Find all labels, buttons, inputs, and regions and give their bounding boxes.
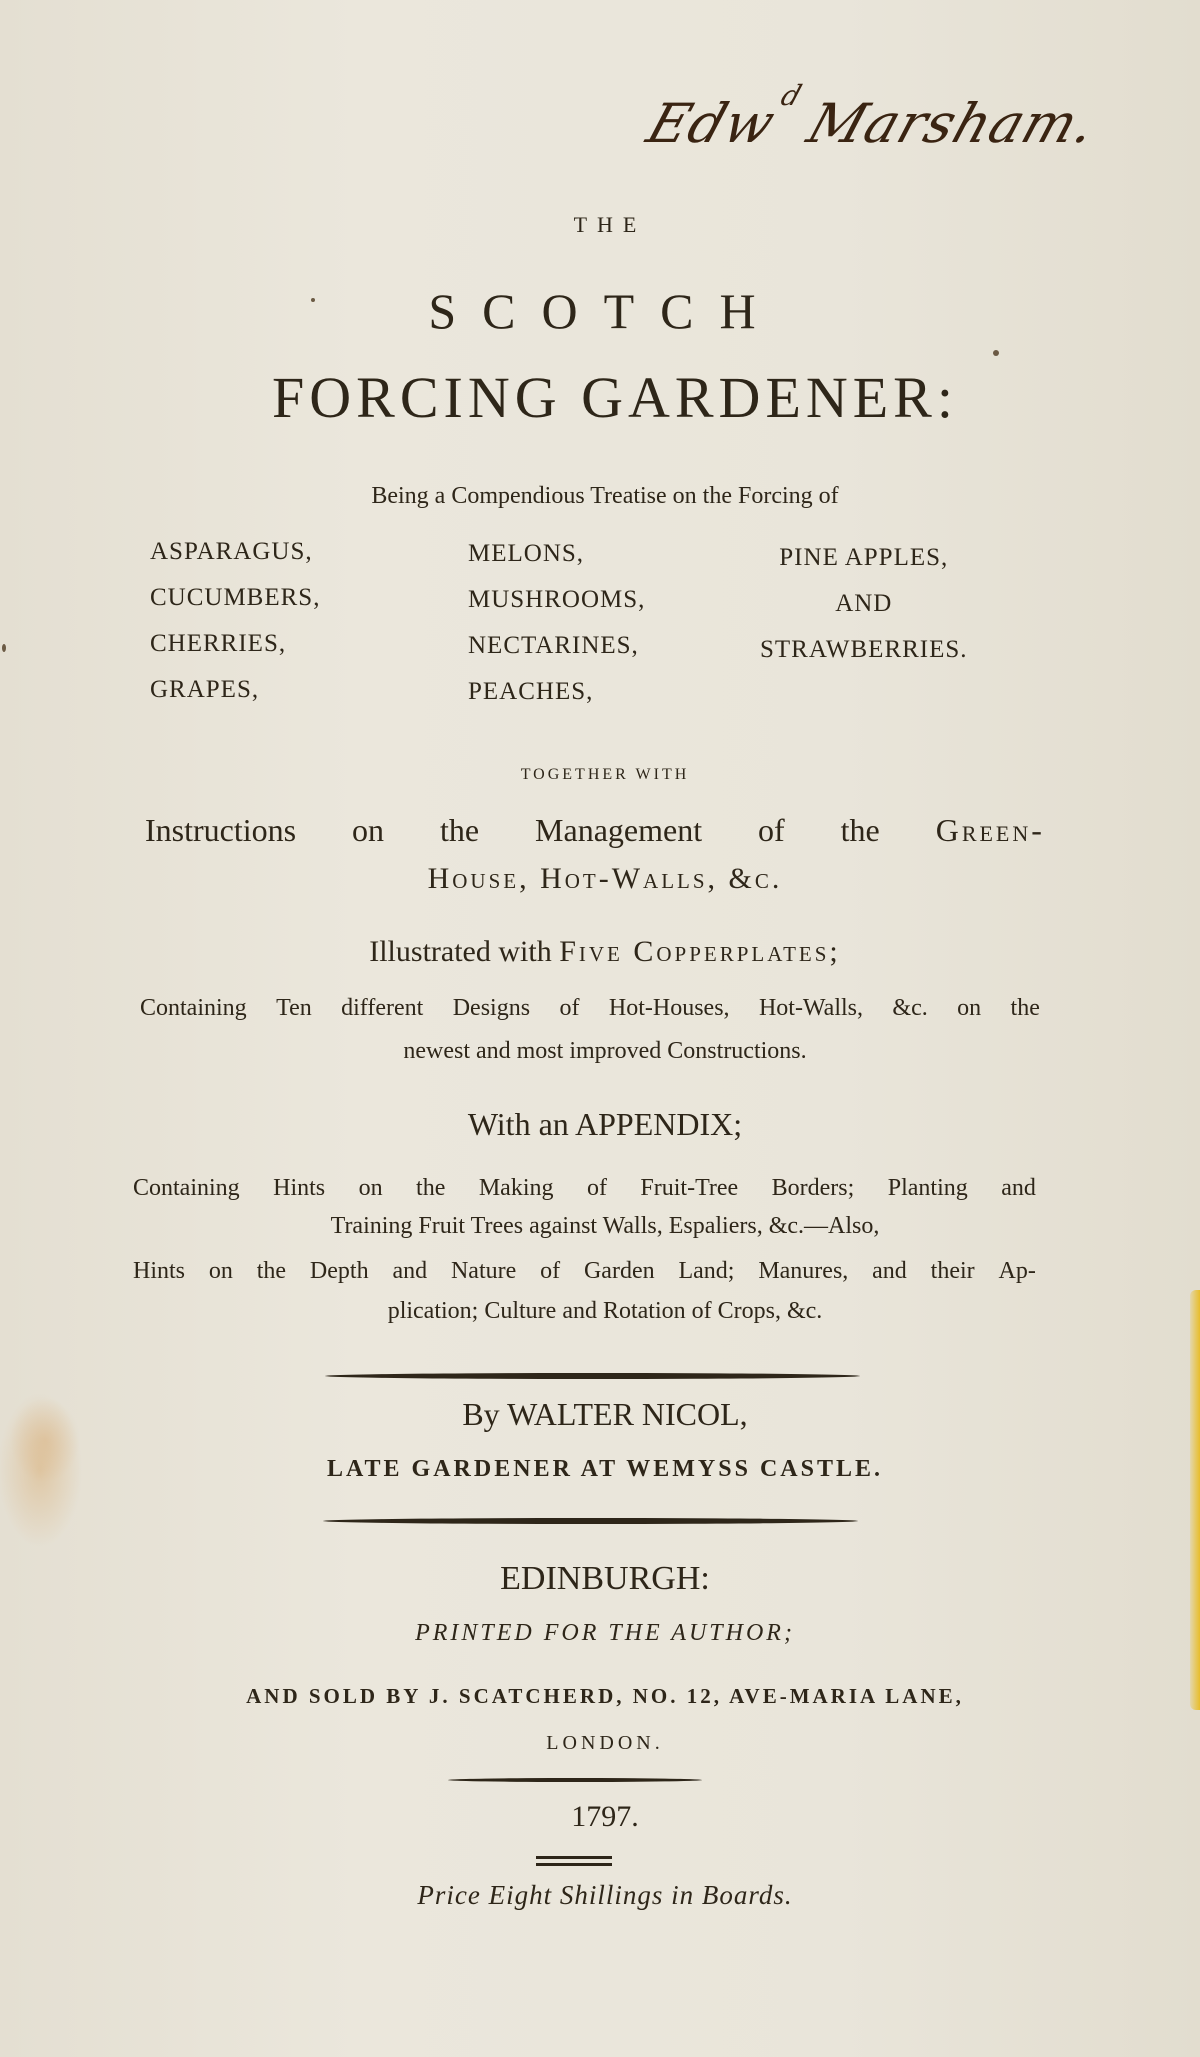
fruit-item: ASPARAGUS, [150, 538, 313, 565]
fruit-item: CUCUMBERS, [150, 584, 321, 611]
fruit-item: GRAPES, [150, 676, 260, 703]
title-line-2: FORCING GARDENER: [272, 365, 958, 430]
ownership-signature: Edw$^d$ Marsham. [639, 79, 1105, 155]
appendix-heading: With an APPENDIX; [467, 1106, 743, 1142]
fruit-item: NECTARINES, [468, 632, 639, 659]
author-title: LATE GARDENER AT WEMYSS CASTLE. [326, 1456, 883, 1482]
designs-line-1: Containing Ten different Designs of Hot-Houses, Hot-Walls, &c. on the [140, 995, 1040, 1021]
fruit-item: AND [835, 590, 893, 617]
fruit-item: MUSHROOMS, [468, 586, 646, 613]
author-name: By WALTER NICOL, [462, 1396, 748, 1432]
instructions-line-1: Instructions on the Management of the Green- [145, 812, 1045, 848]
page-edge-stain [1190, 1290, 1200, 1710]
fruit-column-2 [468, 540, 645, 724]
fruit-column-3 [760, 544, 968, 682]
imprint-london: LONDON. [546, 1732, 664, 1754]
paper-speck [993, 350, 999, 356]
imprint-printed: PRINTED FOR THE AUTHOR; [415, 1620, 795, 1646]
imprint-year: 1797. [571, 1800, 639, 1833]
paper-speck [2, 644, 6, 652]
fruit-item: CHERRIES, [150, 630, 287, 657]
appendix-line-3: Hints on the Depth and Nature of Garden Land; Manures, and their Ap- [133, 1258, 1036, 1284]
title-line-1: SCOTCH [428, 283, 782, 339]
appendix-line-1: Containing Hints on the Making of Fruit-Tree Borders; Planting and [133, 1175, 1036, 1201]
fruit-column-1 [150, 538, 320, 722]
divider-rule [323, 1518, 858, 1524]
divider-rule [325, 1373, 860, 1379]
fruit-item: STRAWBERRIES. [760, 636, 968, 663]
fruit-item: PINE APPLES, [779, 544, 949, 571]
price-line: Price Eight Shillings in Boards. [417, 1880, 793, 1910]
together-with: TOGETHER WITH [520, 766, 690, 783]
subtitle: Being a Compendious Treatise on the Forcing of [371, 483, 839, 509]
imprint-sold-by: AND SOLD BY J. SCATCHERD, NO. 12, AVE-MARIA LANE, [246, 1684, 964, 1708]
fruit-item: PEACHES, [468, 678, 594, 705]
illustrated-line: Illustrated with Five Copperplates; [369, 935, 841, 968]
imprint-city: EDINBURGH: [500, 1560, 710, 1597]
fruit-item: MELONS, [468, 540, 585, 567]
paper-speck [311, 298, 315, 302]
instructions-line-2: House, Hot-Walls, &c. [427, 862, 783, 895]
appendix-line-2: Training Fruit Trees against Walls, Espaliers, &c.—Also, [330, 1213, 880, 1239]
title-the: THE [573, 212, 647, 237]
divider-rule [448, 1778, 702, 1782]
double-rule [536, 1856, 612, 1870]
designs-line-2: newest and most improved Constructions. [403, 1038, 807, 1064]
appendix-line-4: plication; Culture and Rotation of Crops, &c. [387, 1298, 823, 1324]
